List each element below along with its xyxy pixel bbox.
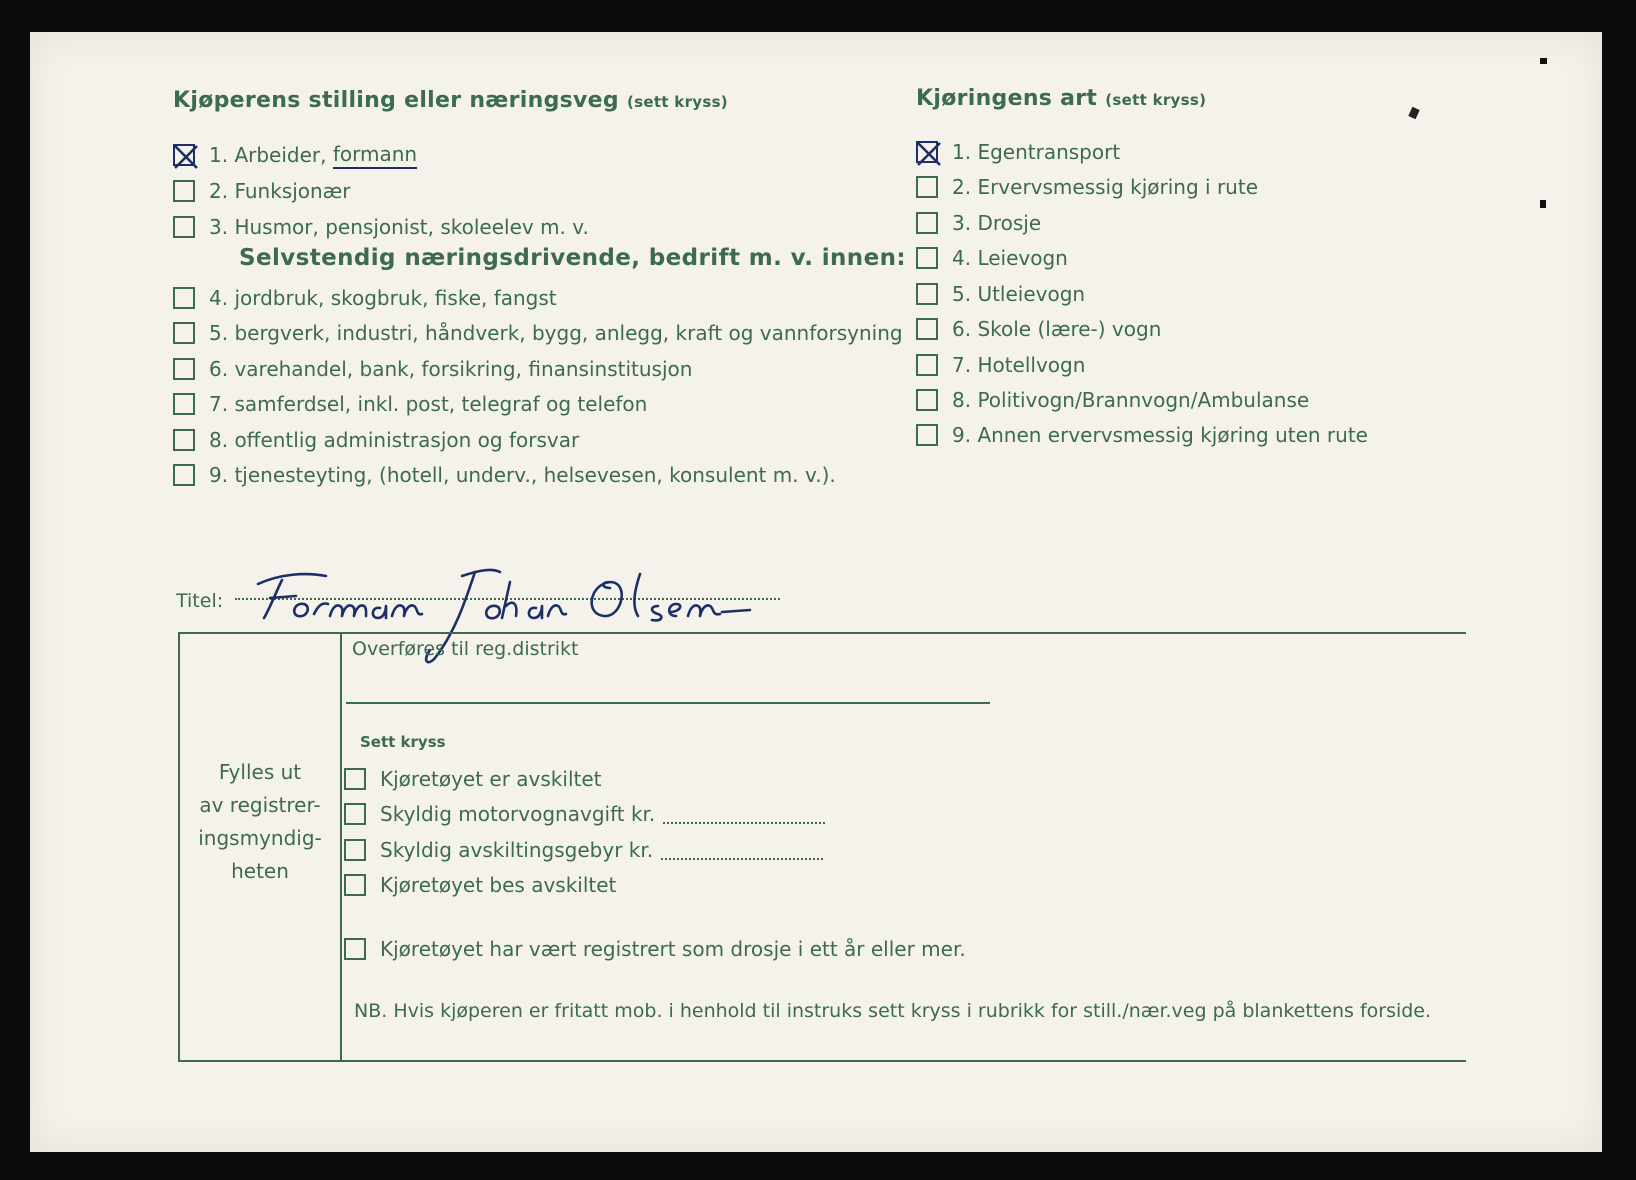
driving-option-4[interactable] xyxy=(916,243,1068,273)
checkbox[interactable] xyxy=(173,429,195,451)
checkbox[interactable] xyxy=(916,176,938,198)
checkbox[interactable] xyxy=(916,354,938,376)
self-employed-subheading: Selvstendig næringsdrivende, bedrift m. v. innen: xyxy=(239,245,906,271)
deregistration-fee-amount-field[interactable] xyxy=(661,840,823,860)
occupation-option-5[interactable] xyxy=(173,318,903,348)
edge-mark xyxy=(1540,200,1546,208)
occupation-option-9[interactable] xyxy=(173,460,836,490)
driving-option-8[interactable] xyxy=(916,385,1309,415)
driving-option-2[interactable] xyxy=(916,172,1258,202)
registry-divider-rule xyxy=(340,632,342,1062)
checkbox[interactable] xyxy=(173,287,195,309)
driving-option-3-label: 3. Drosje xyxy=(952,211,1042,235)
registry-top-rule xyxy=(178,632,1466,634)
registry-side-note xyxy=(180,756,340,888)
driving-option-5-label: 5. Utleievogn xyxy=(952,282,1086,306)
registry-check-3-label: Skyldig avskiltingsgebyr kr. xyxy=(380,838,654,862)
buyer-occupation-hint: (sett kryss) xyxy=(626,93,728,111)
occupation-option-1[interactable] xyxy=(173,140,417,170)
occupation-option-7-label: 7. samferdsel, inkl. post, telegraf og telefon xyxy=(209,392,648,416)
transfer-district-input-line[interactable] xyxy=(346,702,990,704)
registry-check-3[interactable] xyxy=(344,835,823,865)
checkbox[interactable] xyxy=(173,393,195,415)
checkbox[interactable] xyxy=(173,216,195,238)
cross-mark-icon xyxy=(172,143,200,171)
registry-check-4[interactable] xyxy=(344,870,616,900)
registry-check-2[interactable] xyxy=(344,799,825,829)
checkbox[interactable] xyxy=(344,768,366,790)
drosje-check[interactable] xyxy=(344,934,966,964)
checkbox[interactable] xyxy=(916,247,938,269)
checkbox[interactable] xyxy=(173,358,195,380)
edge-mark xyxy=(1540,58,1547,64)
cross-mark-icon xyxy=(915,140,943,168)
driving-option-4-label: 4. Leievogn xyxy=(952,246,1068,270)
occupation-option-1-label: 1. Arbeider, xyxy=(209,143,333,167)
driving-option-1[interactable] xyxy=(916,137,1120,167)
motor-tax-amount-field[interactable] xyxy=(663,804,825,824)
checkbox-checked[interactable] xyxy=(916,141,938,163)
registry-side-line-1: Fylles ut xyxy=(218,760,302,784)
driving-type-heading xyxy=(916,86,1206,111)
checkbox[interactable] xyxy=(916,389,938,411)
occupation-option-5-label: 5. bergverk, industri, håndverk, bygg, anlegg, kraft og vannforsyning xyxy=(209,321,903,345)
checkbox[interactable] xyxy=(344,839,366,861)
occupation-option-4-label: 4. jordbruk, skogbruk, fiske, fangst xyxy=(209,286,557,310)
occupation-option-2-label: 2. Funksjonær xyxy=(209,179,351,203)
checkbox[interactable] xyxy=(916,283,938,305)
driving-option-6[interactable] xyxy=(916,314,1161,344)
registry-check-2-label: Skyldig motorvognavgift kr. xyxy=(380,802,656,826)
checkbox[interactable] xyxy=(916,318,938,340)
checkbox[interactable] xyxy=(916,424,938,446)
occupation-option-8-label: 8. offentlig administrasjon og forsvar xyxy=(209,428,580,452)
registry-check-1[interactable] xyxy=(344,764,602,794)
driving-option-7-label: 7. Hotellvogn xyxy=(952,353,1086,377)
driving-option-3[interactable] xyxy=(916,208,1041,238)
buyer-occupation-title: Kjøperens stilling eller næringsveg xyxy=(173,88,619,113)
checkbox[interactable] xyxy=(916,212,938,234)
driving-option-6-label: 6. Skole (lære-) vogn xyxy=(952,317,1162,341)
checkbox[interactable] xyxy=(173,464,195,486)
registry-check-4-label: Kjøretøyet bes avskiltet xyxy=(380,873,617,897)
registry-bottom-rule xyxy=(178,1060,1466,1062)
checkbox-checked[interactable] xyxy=(173,144,195,166)
checkbox[interactable] xyxy=(344,874,366,896)
registry-side-line-4: heten xyxy=(231,859,289,883)
title-field-label: Titel: xyxy=(176,590,224,612)
registry-check-1-label: Kjøretøyet er avskiltet xyxy=(380,767,602,791)
occupation-option-3-label: 3. Husmor, pensjonist, skoleelev m. v. xyxy=(209,215,589,239)
driving-option-9[interactable] xyxy=(916,420,1368,450)
driving-option-2-label: 2. Ervervsmessig kjøring i rute xyxy=(952,175,1258,199)
checkbox[interactable] xyxy=(344,938,366,960)
driving-option-7[interactable] xyxy=(916,350,1085,380)
driving-option-9-label: 9. Annen ervervsmessig kjøring uten rute xyxy=(952,423,1368,447)
registry-side-line-3: ingsmyndig- xyxy=(198,826,322,850)
driving-type-title: Kjøringens art xyxy=(916,86,1098,111)
form-card xyxy=(30,32,1602,1152)
registry-side-line-2: av registrer- xyxy=(199,793,321,817)
driving-type-hint: (sett kryss) xyxy=(1105,91,1207,109)
occupation-option-3[interactable] xyxy=(173,212,589,242)
nb-note: NB. Hvis kjøperen er fritatt mob. i henhold til instruks sett kryss i rubrikk for still./nær.veg på blankettens forside. xyxy=(354,1000,1432,1022)
mark-hint-label: Sett kryss xyxy=(360,733,446,751)
occupation-option-2[interactable] xyxy=(173,176,351,206)
checkbox[interactable] xyxy=(173,180,195,202)
driving-option-8-label: 8. Politivogn/Brannvogn/Ambulanse xyxy=(952,388,1310,412)
drosje-check-label: Kjøretøyet har vært registrert som drosje i ett år eller mer. xyxy=(380,937,966,961)
occupation-option-8[interactable] xyxy=(173,425,579,455)
driving-option-1-label: 1. Egentransport xyxy=(952,140,1121,164)
occupation-option-1-extra: formann xyxy=(333,142,417,169)
checkbox[interactable] xyxy=(173,322,195,344)
transfer-district-label: Overføres til reg.distrikt xyxy=(352,638,579,660)
occupation-option-7[interactable] xyxy=(173,389,647,419)
occupation-option-9-label: 9. tjenesteyting, (hotell, underv., helsevesen, konsulent m. v.). xyxy=(209,463,836,487)
driving-option-5[interactable] xyxy=(916,279,1085,309)
occupation-option-4[interactable] xyxy=(173,283,557,313)
checkbox[interactable] xyxy=(344,803,366,825)
buyer-occupation-heading xyxy=(173,88,728,113)
occupation-option-6[interactable] xyxy=(173,354,692,384)
occupation-option-6-label: 6. varehandel, bank, forsikring, finansinstitusjon xyxy=(209,357,693,381)
